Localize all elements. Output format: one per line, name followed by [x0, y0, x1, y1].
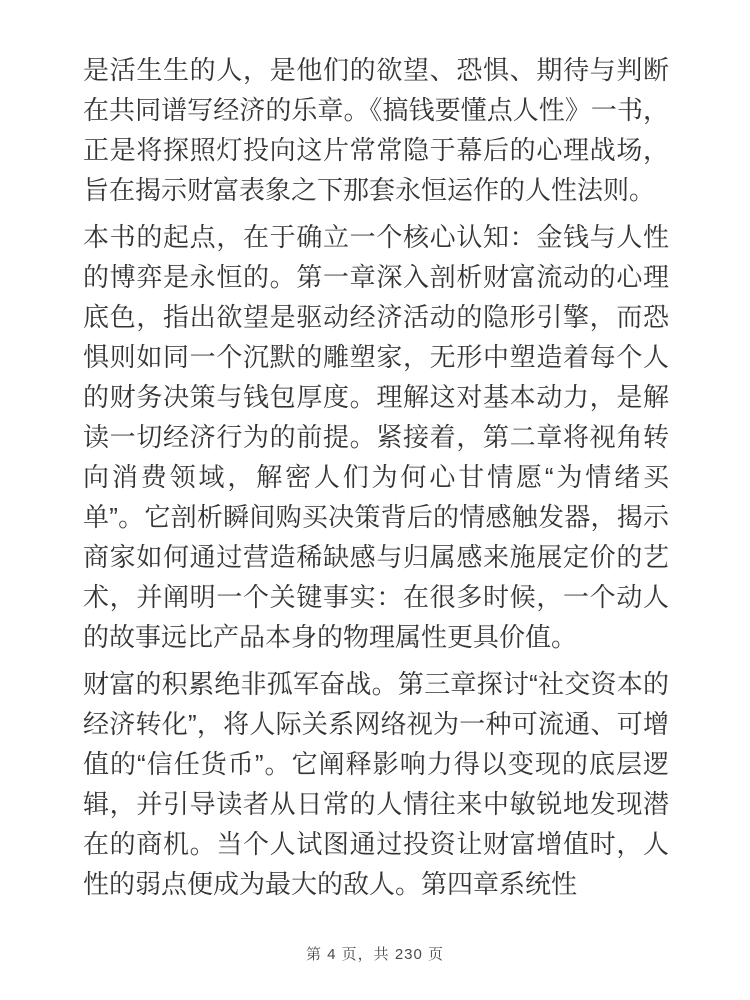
page-footer	[0, 944, 750, 966]
paragraph: 本书的起点，在于确立一个核心认知：金钱与人性的博弈是永恒的。第一章深入剖析财富流动的心理底色，指出欲望是驱动经济活动的隐形引擎，而恐惧则如同一个沉默的雕塑家，无形中塑造着每个人的财务决策与钱包厚度。理解这对基本动力，是解读一切经济行为的前提。紧接着，第二章将视角转向消费领域，解密人们为何心甘情愿“为情绪买单”。它剖析瞬间购买决策背后的情感触发器，揭示商家如何通过营造稀缺感与归属感来施展定价的艺术，并阐明一个关键事实：在很多时候，一个动人的故事远比产品本身的物理属性更具价值。	[83, 222, 669, 652]
paragraph: 财富的积累绝非孤军奋战。第三章探讨“社交资本的经济转化”，将人际关系网络视为一种可流通、可增值的“信任货币”。它阐释影响力得以变现的底层逻辑，并引导读者从日常的人情往来中敏锐地发现潜在的商机。当个人试图通过投资让财富增值时，人性的弱点便成为最大的敌人。第四章系统性	[83, 669, 669, 899]
paragraph: 是活生生的人，是他们的欲望、恐惧、期待与判断在共同谱写经济的乐章。《搞钱要懂点人性》一书，正是将探照灯投向这片常常隐于幕后的心理战场，旨在揭示财富表象之下那套永恒运作的人性法则。	[83, 55, 669, 205]
page-body-text	[83, 50, 669, 911]
page-number-indicator: 第 4 页，共 230 页	[305, 946, 445, 963]
